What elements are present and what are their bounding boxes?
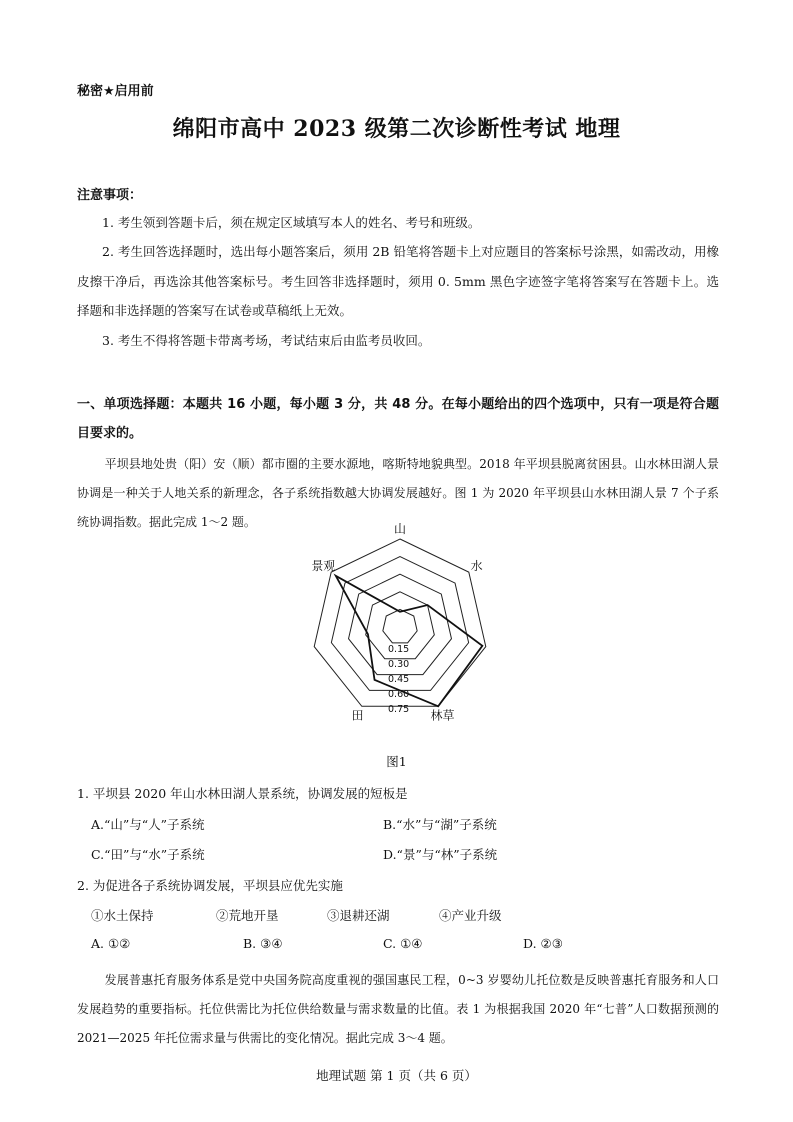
radar-ring-label: 0.15 [388, 644, 410, 655]
secret-label: 秘密★启用前 [77, 84, 154, 99]
radar-axis-label: 田 [351, 708, 364, 723]
radar-ring [383, 609, 417, 642]
q1-option-c: C.“田”与“水”子系统 [91, 847, 205, 862]
radar-chart [300, 522, 500, 730]
q2-option-c: C. ①④ [383, 936, 423, 951]
radar-axis-label: 景观 [311, 558, 336, 573]
section-heading: 一、单项选择题：本题共 16 小题，每小题 3 分，共 48 分。在每小题给出的四个选项中，只有一项是符合题目要求的。 [77, 397, 719, 441]
q2-item-1: ①水土保持 [91, 908, 154, 923]
q2-option-a: A. ①② [91, 936, 131, 951]
notice-item-2: 2. 考生回答选择题时，选出每小题答案后，须用 2B 铅笔将答题卡上对应题目的答案标号涂黑，如需改动，用橡皮擦干净后，再选涂其他答案标号。考生回答非选择题时，须用 0. 5mm 黑色字迹签字笔将答案写在答题卡上。选择题和非选择题的答案写在试卷或草稿纸上无效。 [77, 244, 719, 318]
q2-item-4: ④产业升级 [439, 908, 502, 923]
q2-item-3: ③退耕还湖 [327, 908, 390, 923]
radar-axis-label: 水 [470, 558, 483, 573]
q1-option-a: A.“山”与“人”子系统 [91, 817, 205, 832]
material-1: 平坝县地处贵（阳）安（顺）都市圈的主要水源地，喀斯特地貌典型。2018 年平坝县脱离贫困县。山水林田湖人景协调是一种关于人地关系的新理念，各子系统指数越大协调发展越好。图 1 为 2020 年平坝县山水林田湖人景 7 个子系统协调指数。据此完成 1～2 题。 [77, 457, 719, 529]
radar-ring-label: 0.60 [388, 689, 410, 700]
q1-option-d: D.“景”与“林”子系统 [383, 847, 498, 862]
radar-axis-label: 林草 [430, 708, 455, 723]
radar-ring-labels [388, 644, 409, 715]
exam-title: 绵阳市高中 2023 级第二次诊断性考试 地理 [172, 116, 621, 142]
radar-axis-label: 山 [393, 522, 407, 536]
question-1-stem: 1. 平坝县 2020 年山水林田湖人景系统，协调发展的短板是 [77, 786, 408, 801]
radar-ring-label: 0.45 [388, 674, 410, 685]
q2-option-b: B. ③④ [243, 936, 283, 951]
notice-heading: 注意事项： [77, 188, 143, 203]
material-2: 发展普惠托育服务体系是党中央国务院高度重视的强国惠民工程，0~3 岁婴幼儿托位数是反映普惠托育服务和人口发展趋势的重要指标。托位供需比为托位供给数量与需求数量的比值。表 1 为根据我国 2020 年“七普”人口数据预测的 2021—2025 年托位需求量与供需比的变化情况。据此完成 3～4 题。 [77, 973, 719, 1045]
page-footer: 地理试题 第 1 页（共 6 页） [316, 1068, 477, 1083]
q1-option-b: B.“水”与“湖”子系统 [383, 817, 497, 832]
q2-option-d: D. ②③ [523, 936, 563, 951]
radar-ring-label: 0.75 [388, 704, 410, 715]
q2-item-2: ②荒地开垦 [216, 908, 279, 923]
question-2-stem: 2. 为促进各子系统协调发展，平坝县应优先实施 [77, 878, 343, 893]
notice-item-1: 1. 考生领到答题卡后，须在规定区域填写本人的姓名、考号和班级。 [102, 215, 481, 230]
figure-caption: 图1 [386, 754, 407, 769]
radar-ring-label: 0.30 [388, 659, 410, 670]
notice-item-3: 3. 考生不得将答题卡带离考场，考试结束后由监考员收回。 [102, 333, 431, 348]
